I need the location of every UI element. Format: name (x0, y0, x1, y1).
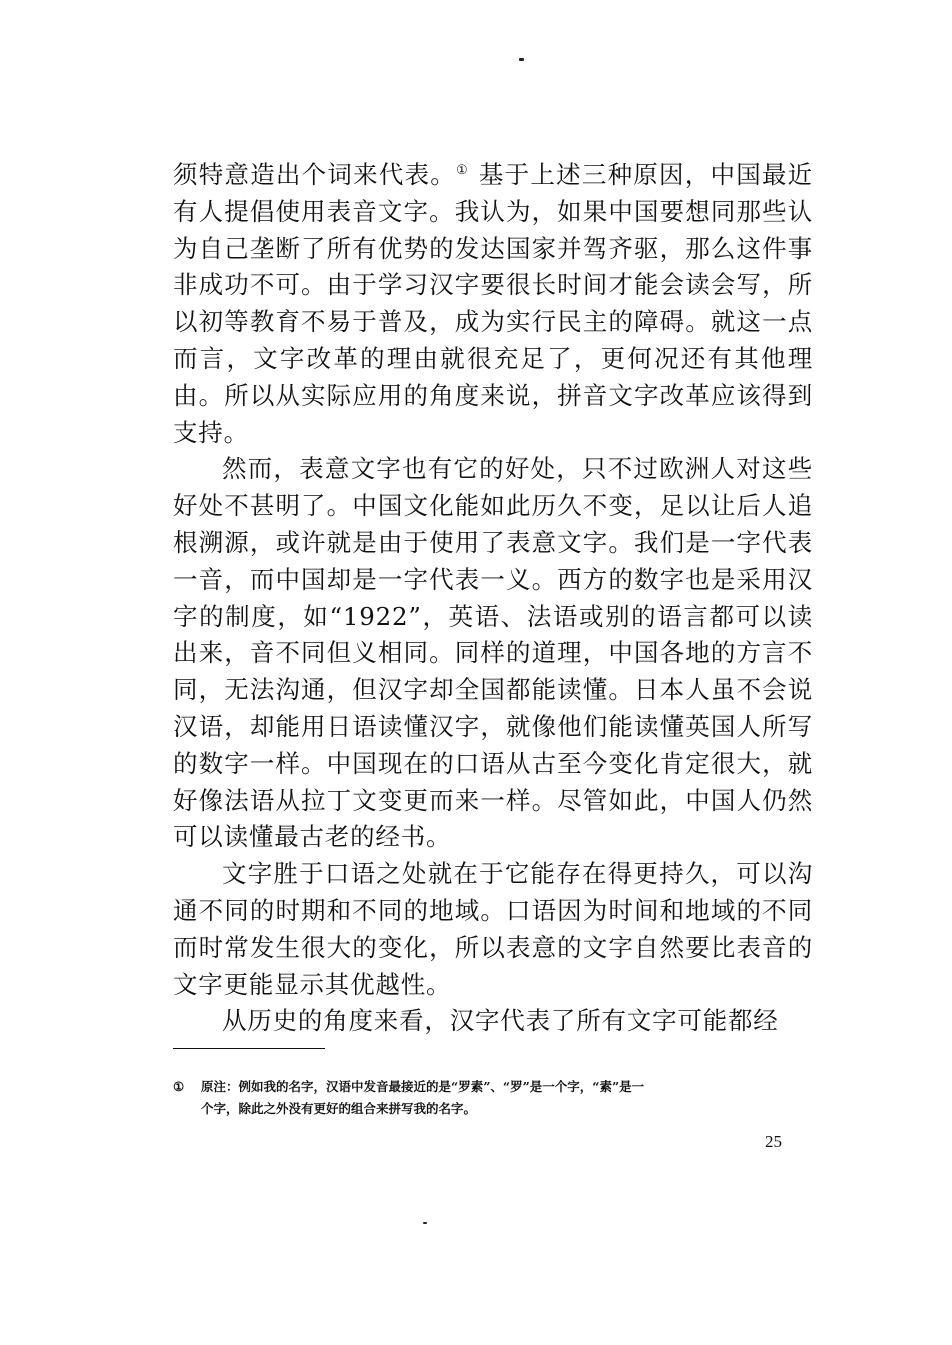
scan-speck (519, 58, 524, 61)
footnote-line-1 (173, 1076, 813, 1098)
footnote-reference: ① (456, 163, 469, 178)
paragraph-1 (173, 153, 813, 451)
footnote-text-1: 原注：例如我的名字，汉语中发音最接近的是“罗素”、“罗”是一个字，“素”是一 (201, 1079, 645, 1094)
body-text (173, 153, 813, 1040)
footnote-text-2: 个字，除此之外没有更好的组合来拼写我的名字。 (201, 1101, 477, 1116)
paragraph-2: 然而，表意文字也有它的好处，只不过欧洲人对这些好处不甚明了。中国文化能如此历久不变，足以让后人追根溯源，或许就是由于使用了表意文字。我们是一字代表一音，而中国却是一字代表一义。西方的数字也是采用汉字的制度，如“1922”，英语、法语或别的语言都可以读出来，音不同但义相同。同样的道理，中国各地的方言不同，无法沟通，但汉字却全国都能读懂。日本人虽不会说汉语，却能用日语读懂汉字，就像他们能读懂英国人所写的数字一样。中国现在的口语从古至今变化肯定很大，就好像法语从拉丁文变更而来一样。尽管如此，中国人仍然可以读懂最古老的经书。 (173, 454, 813, 852)
paragraph-1-rest: 基于上述三种原因，中国最近有人提倡使用表音文字。我认为，如果中国要想同那些认为自己垄断了所有优势的发达国家并驾齐驱，那么这件事非成功不可。由于学习汉字要很长时间才能会读会写，所以初等教育不易于普及，成为实行民主的障碍。就这一点而言，文字改革的理由就很充足了，更何况还有其他理由。所以从实际应用的角度来说，拼音文字改革应该得到支持。 (173, 160, 813, 447)
footnote-mark: ① (173, 1079, 185, 1094)
footnote (173, 1076, 813, 1120)
scan-speck (423, 1222, 427, 1224)
paragraph-1-start: 须特意造出个词来代表。 (173, 160, 457, 189)
paragraph-4: 从历史的角度来看，汉字代表了所有文字可能都经 (222, 1006, 779, 1036)
paragraph-3: 文字胜于口语之处就在于它能存在得更持久，可以沟通不同的时期和不同的地域。口语因为时间和地域的不同而时常发生很大的变化，所以表意的文字自然要比表音的文字更能显示其优越性。 (173, 859, 813, 999)
footnote-separator (173, 1048, 325, 1049)
page-number: 25 (765, 1132, 782, 1151)
